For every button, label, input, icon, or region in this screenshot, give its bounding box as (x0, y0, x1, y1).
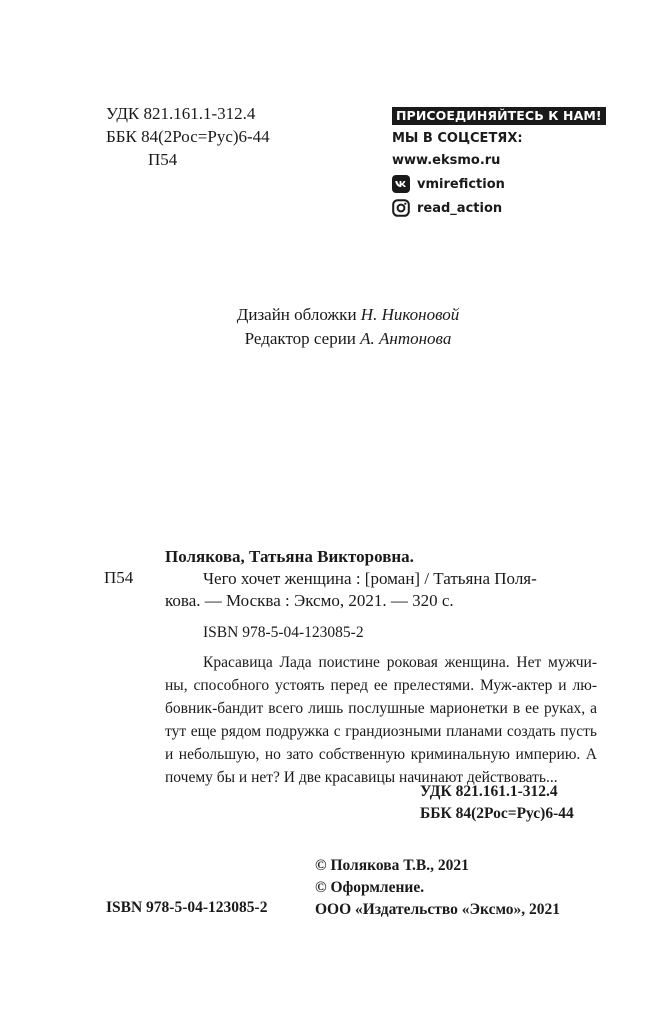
bottom-classification (420, 781, 574, 825)
series-editor-name: А. Антонова (360, 329, 452, 348)
bottom-isbn: ISBN 978-5-04-123085-2 (106, 899, 268, 916)
annotation-line: Красавица Лада поистине роковая женщина. Нет мужчи- (203, 654, 597, 671)
annotation-line: почему бы и нет? И две красавицы начинают действовать... (165, 769, 558, 786)
annotation-line: тут еще рядом подружка с грандиозными планами создать пусть (165, 723, 597, 740)
catalog-isbn: ISBN 978-5-04-123085-2 (203, 624, 364, 641)
catalog-code: П54 (104, 568, 134, 587)
vk-row[interactable] (392, 173, 606, 195)
cover-designer-name: Н. Никоновой (360, 305, 460, 324)
series-editor-label: Редактор серии (244, 329, 361, 348)
copyright-block (315, 855, 560, 921)
series-editor-credit (34, 327, 662, 351)
credits (0, 303, 662, 351)
social-block (392, 107, 606, 219)
annotation-line: бовник-бандит всего лишь послушные марионетки в ее руках, а (165, 700, 597, 717)
bottom-udk: УДК 821.161.1-312.4 (420, 783, 558, 800)
author-sign-code: П54 (148, 150, 178, 169)
bbk-code: ББК 84(2Рос=Рус)6-44 (106, 127, 270, 146)
cover-design-credit (34, 303, 662, 327)
annotation-line: ны, способного устоять перед ее прелестями. Муж-актер и лю- (165, 677, 597, 694)
copyright-author: © Полякова Т.В., 2021 (315, 857, 469, 874)
annotation-line: и небольшую, но зато собственную криминальную империю. А (165, 746, 597, 763)
annotation (165, 651, 597, 789)
catalog-title-line-2: кова. — Москва : Эксмо, 2021. — 320 с. (165, 591, 454, 610)
copyright-publisher: ООО «Издательство «Эксмо», 2021 (315, 901, 561, 918)
instagram-row[interactable] (392, 197, 606, 219)
catalog-title-line-1: Чего хочет женщина : [роман] / Татьяна Поля- (203, 569, 537, 588)
copyright-design: © Оформление. (315, 879, 425, 896)
instagram-icon (392, 199, 410, 217)
instagram-handle: read_action (417, 200, 503, 216)
vk-icon (392, 175, 410, 193)
vk-handle: vmirefiction (417, 176, 505, 192)
cover-design-label: Дизайн обложки (236, 305, 361, 324)
catalog-author: Полякова, Татьяна Викторовна. (165, 547, 414, 566)
website-link[interactable]: www.eksmo.ru (392, 153, 501, 168)
classification-codes (106, 102, 270, 171)
social-subtitle: МЫ В СОЦСЕТЯХ: (392, 131, 523, 146)
udk-code: УДК 821.161.1-312.4 (106, 104, 256, 123)
bottom-bbk: ББК 84(2Рос=Рус)6-44 (420, 805, 574, 822)
join-us-banner: ПРИСОЕДИНЯЙТЕСЬ К НАМ! (392, 107, 606, 125)
